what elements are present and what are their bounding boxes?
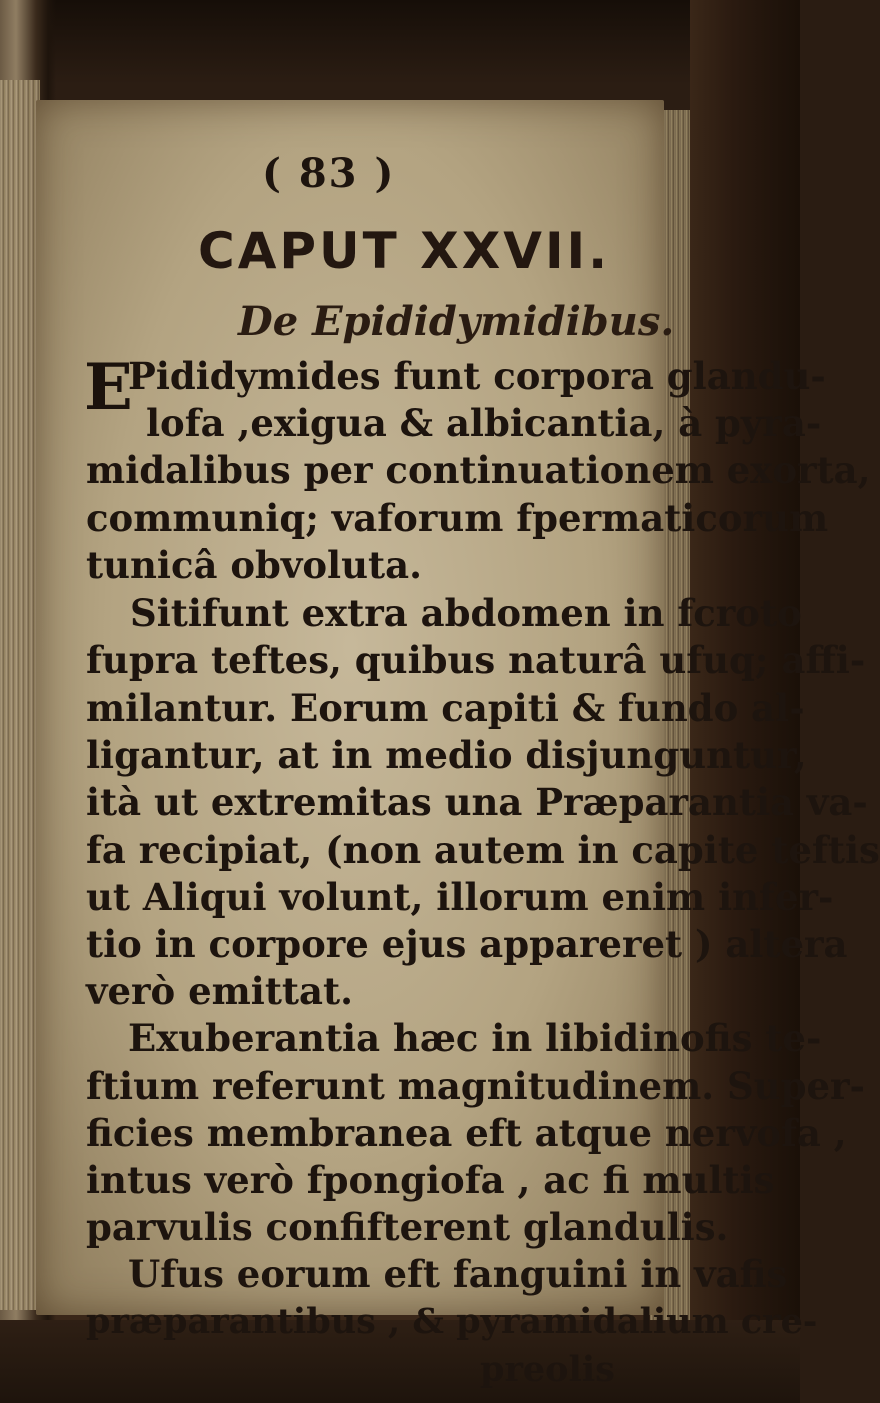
text-line: ftium referunt magnitudinem. Super-	[86, 1064, 865, 1108]
text-line: milantur. Eorum capiti & fundo al-	[86, 686, 805, 730]
chapter-subtitle: De Epididymidibus.	[238, 298, 675, 345]
text-line: lofa ,exigua & albicantia, à pyra-	[146, 401, 822, 445]
text-line: verò emittat.	[86, 969, 353, 1013]
text-line: fa recipiat, (non autem in capite teftis	[86, 828, 880, 872]
text-line: midalibus per continuationem exorta,	[86, 448, 871, 492]
text-line: fupra teftes, quibus naturâ ufuq; affi-	[86, 638, 866, 682]
text-line: ut Aliqui volunt, illorum enim infer-	[86, 875, 834, 919]
text-line: tio in corpore ejus appareret ) altera	[86, 922, 848, 966]
text-line: ligantur, at in medio disjunguntur,	[86, 733, 807, 777]
text-line: Ufus eorum eft fanguini in vafis	[128, 1252, 788, 1296]
text-line: præparantibus , & pyramidalium cre-	[86, 1301, 818, 1342]
chapter-title: CAPUT XXVII.	[198, 222, 611, 280]
text-line: Exuberantia hæc in libidinofis te-	[128, 1016, 822, 1060]
text-line: intus verò fpongiofa , ac fi multis	[86, 1158, 775, 1202]
drop-cap: E	[84, 350, 133, 425]
text-line: tunicâ obvoluta.	[86, 543, 422, 587]
text-line: communiq; vaforum fpermaticorum	[86, 496, 829, 540]
left-page-stack	[0, 80, 40, 1310]
text-line: parvulis confifterent glandulis.	[86, 1205, 729, 1249]
text-line: ficies membranea eft atque nervofa ,	[86, 1111, 847, 1155]
catchword: preolis	[480, 1349, 615, 1390]
text-line: ità ut extremitas una Præparantia va-	[86, 780, 868, 824]
text-line: Sitifunt extra abdomen in fcroto	[130, 591, 802, 635]
text-line: Pididymides funt corpora glandu-	[128, 354, 826, 398]
page-number: ( 83 )	[262, 150, 396, 197]
